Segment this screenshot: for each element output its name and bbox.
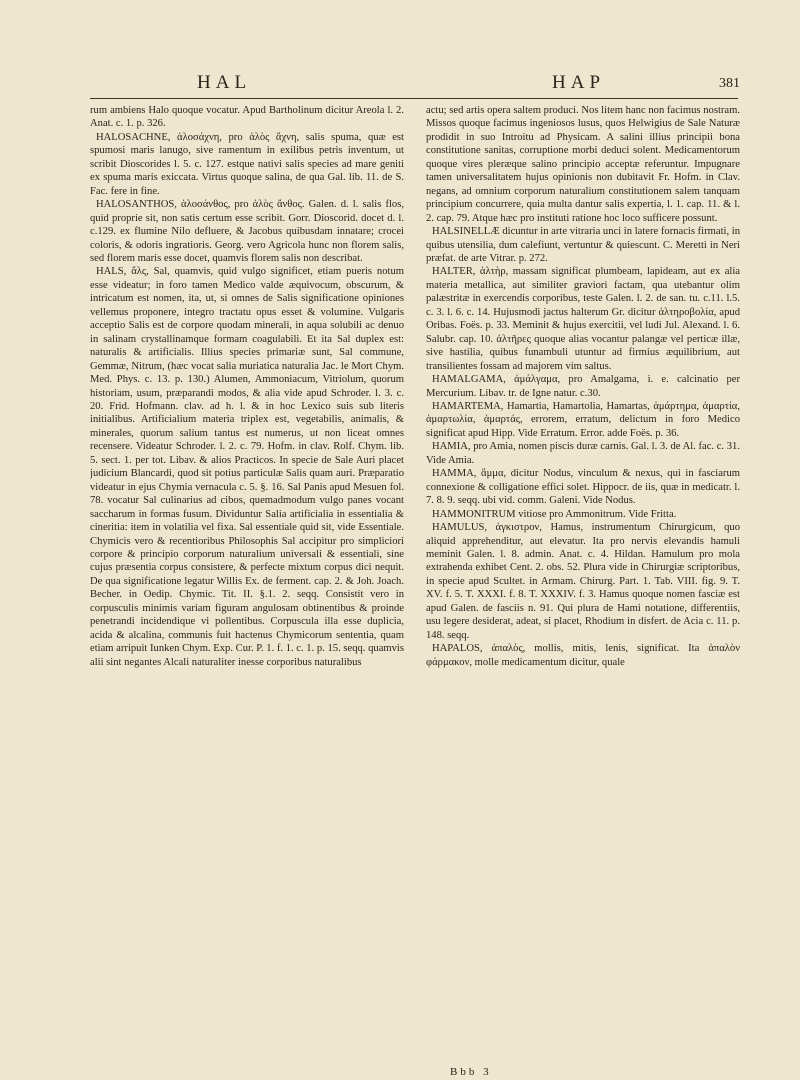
entry-continuation: rum ambiens Halo quoque vocatur. Apud Bartholinum dicitur Areola l. 2. Anat. c. 1. p. 326.	[90, 105, 404, 130]
page-number: 381	[719, 76, 740, 91]
entry-halosanthos: HALOSANTHOS, ἁλοσάνθος, pro ἁλὸς ἄνθος. Galen. d. l. salis flos, quid proprie sit, non satis certum esse scribit. Gorr. Dioscorid. docet d. l. c.129. ex flumine Nilo defluere, & Jacobus quibusdam innatare; crocei coloris, & odoris ingratioris. Georg. vero Agricola hunc non florem salis, sed florem maris esse docet, quamvis florem salis non describat.	[90, 199, 404, 264]
signature-mark: Bbb 3	[450, 1066, 492, 1078]
entry-hamulus: HAMULUS, ἀγκιστρον, Hamus, instrumentum Chirurgicum, quo aliquid apprehenditur, aut elevatur. Ita pro nervis elevandis hamuli meminit Galen. l. 8. admin. Anat. c. 4. Hildan. Hamulum pro mola extrahenda exhibet Cent. 2. obs. 52. Plura vide in Chirurgiæ scriptoribus, in specie apud Scultet. in Armam. Chirurg. Part. 1. Tab. VIII. fig. 9. T. XV. f. 5. T. XXXI. f. 8. T. XXXIV. f. 3. Hamus quoque nomen fasciæ est apud Galen. de fasciis n. 91. Qui plura de Hami notatione, differentiis, usu legere desiderat, adeat, si placet, Rhodium in disfert. de Acia c. 11. p. 148. seqq.	[426, 522, 740, 641]
entry-hals: HALS, ἅλς, Sal, quamvis, quid vulgo significet, etiam pueris notum esse videatur; in foro tamen Medico valde æquivocum, obscurum, & intricatum est nomen, ita, ut, si omnes de Salis significatione opiniones vellemus proponere, integro tractatu opus esset & volumine. Vulgaris acceptio Salis est de corpore quodam minerali, in aqua solubili ac denuo in salinam crystallinamque formam coagulabili. Et ita Sal duplex est: naturalis & artificialis. Illius species primariæ sunt, Sal commune, Gemmæ, Nitrum, (hæc vocat salia muriatica naturalia Jac. le Mort Chym. Med. Phys. c. 13. p. 130.) Alumen, Ammoniacum, Vitriolum, quorum historiam, usum, præparandi modos, & alia vide apud Schroder. l. 3. c. 20. Frid. Hofmann. clav. ad h. l. & in hoc Lexico suis sub literis initialibus. Artificialium materia triplex est, vegetabilis, animalis, & minerales, quorum salium tantus est numerus, ut non liceat omnes recensere. Videatur Schroder. l. 2. c. 79. Hofm. in clav. Rolf. Chym. lib. 5. sect. 1. per tot. Libav. & alios Practicos. In specie de Sale Auri placet judicium Blancardi, quod sit potius particulæ Salis quam auri. Præparatio videatur in ejus Chymia vernacula c. 5. §. 16. Sal Panis apud Mesuen fol. 78. vocatur Sal culinarius ad cibos, quemadmodum vulgo panes vocant saccharum in formas fusum. Dividuntur Salia artificialia in essentialia & cineritia: item in volatilia vel fixa. Sal essentiale quid sit, vide Essentiale. Chymicis vero & recentioribus Philosophis Sal accipitur pro simpliciori corpore & principio corporum naturalium universali & essentiali, sine cujus præsentia corpus consistere, & perfecte mixtum corpus dici nequit. De qua significatione legatur Willis Ex. de ferment. cap. 2. & Joh. Joach. Becher. in Oedip. Chymic. Tit. II. §.1. 2. seqq. Consistit vero in corpusculis minimis variam figuram angulosam obtinentibus & proinde penetrandi incidendique vi pollentibus. Corpuscula illa esse duplicia, acida & alcalina, communis fuit hactenus Chymicorum sententia, quam etiam arripuit Iunken Chym. Exp. Cur. P. 1. f. 1. c. 1. p. 15. seqq. quamvis alii sint negantes Alcali naturaliter inesse corporibus naturalibus	[90, 266, 404, 668]
entry-hamalgama: HAMALGAMA, ἀμάλγαμα, pro Amalgama, i. e. calcinatio per Mercurium. Libav. tr. de Igne natur. c.30.	[426, 374, 740, 399]
entry-halsinellae: HALSINELLÆ dicuntur in arte vitraria unci in latere fornacis firmati, in quibus utensilia, dum calefiunt, vertuntur & quiescunt. C. Meretti in Neri præfat. de arte Vitrar. p. 272.	[426, 226, 740, 264]
entry-halosachne: HALOSACHNE, ἁλοσάχνη, pro ἁλὸς ἄχνη, salis spuma, quæ est spumosi maris lanugo, sive ramentum in exilibus petris inventum, ut scribit Dioscorides l. 5. c. 127. estque nativi salis species ad mare geniti ex spuma maris exiccata. Virtus quoque salina, de qua Gal. lib. 11. de S. Fac. fere in fine.	[90, 131, 404, 197]
header-rule	[90, 98, 738, 99]
entry-hamia: HAMIA, pro Amia, nomen piscis duræ carnis. Gal. l. 3. de Al. fac. c. 31. Vide Amia.	[426, 441, 740, 466]
text-columns	[90, 104, 740, 1062]
entry-halter: HALTER, ἁλτὴρ, massam significat plumbeam, lapideam, aut ex alia materia metallica, aut similiter graviori factam, qua utebantur olim palæstritæ in exercendis corporibus, teste Galen. l. 2. de san. tu. c.11. l.5. c. 3. l. 6. c. 14. Hujusmodi jactus halterum Gr. dicitur ἁλτηροβολία, apud Oribas. Foës. p. 33. Meminit & hujus exercitii, vel ludi Jul. Alexand. l. 6. Salubr. cap. 10. ἀλτῆρες quoque alias vocantur palangæ vel perticæ illæ, sive hastilia, quibus funambuli utuntur ad firmius æquilibrium, aut transilientes fossam ad majorem vim saltus.	[426, 266, 740, 372]
right-column	[426, 104, 740, 1062]
left-column	[90, 104, 404, 1062]
entry-hamma: HAMMA, ἅμμα, dicitur Nodus, vinculum & nexus, qui in fasciarum connexione & colligatione effici solet. Hippocr. de iis, quæ in medicatr. l. 7. 8. 9. seqq. ubi vid. comm. Galeni. Vide Nodus.	[426, 468, 740, 507]
right-running-title: HAP	[552, 72, 606, 93]
entry-hammonitrum: HAMMONITRUM vitiose pro Ammonitrum. Vide Fritta.	[432, 508, 677, 520]
running-header	[52, 72, 750, 96]
entry-hamartema: HAMARTEMA, Hamartia, Hamartolia, Hamartas, ἁμάρτημα, ἁμαρτία, ἁμαρτωλία, ἁμαρτάς, errorem, erratum, delictum in foro Medico significat apud Hipp. Vide Erratum. Error. adde Foës. p. 36.	[426, 400, 740, 439]
entry-hapalos: HAPALOS, ἁπαλὸς, mollis, mitis, lenis, significat. Ita ἁπαλὸν φάρμακον, molle medicamentum dicitur, quale	[426, 643, 740, 668]
entry-hals-continued: actu; sed artis opera saltem produci. Nos litem hanc non facimus nostram. Missos quoque facimus ingeniosos lusus, quos Helwigius de Sale Naturæ prodidit in suo Introitu ad Physicam. A salini illius principii bona constitutione sanitas, corruptione morbi deduci solent. Medicamentorum quoque vires pleræque salino principio acceptæ referuntur. Impugnare tamen universalitatem hujus opinionis non dubitavit Fr. Hofm. in Clav. negans, ad omnium corporum naturalium constitutionem salem tanquam principium concurrere, quia multa dantur salis expertia, l. 1. cap. 11. & l. 2. cap. 79. Atque hæc pro instituti ratione hoc loco sufficere possunt.	[426, 105, 740, 224]
left-running-title: HAL	[197, 72, 252, 93]
